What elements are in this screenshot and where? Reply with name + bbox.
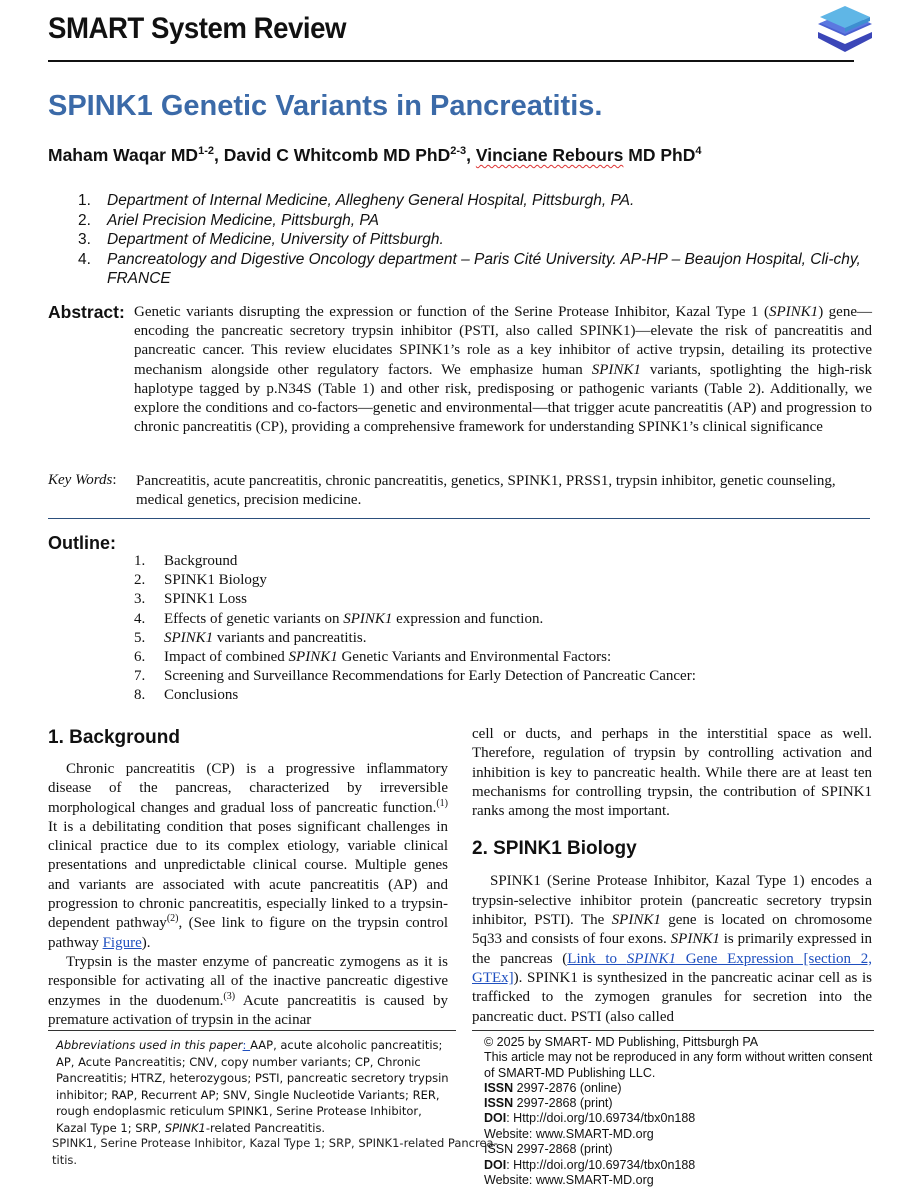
affiliation-item: 4. Pancreatology and Digestive Oncology department – Paris Cité University. AP-HP – Beaujon Hospital, Cli-chy, FRANCE: [78, 250, 861, 287]
author-affil-sup: 4: [695, 145, 702, 158]
abstract-text: Genetic variants disrupting the expression or function of the Serine Protease Inhibitor, Kazal Type 1 (SPINK1) gene—encoding the pancreatic secretory trypsin inhibitor (PSTI, also called SPINK1)—elevate the risk of pancreatitis and pancreatic cancer. This review elucidates SPINK1’s role as a key inhibitor of active trypsin, detailing its protective mechanism alongside other regulatory factors. We emphasize human SPINK1 variants, spotlighting the high-risk haplotype tagged by p.N34S (Table 1) and other risk, predisposing or pathogenic variants (Table 2). Additionally, we explore the conditions and co-factors—genetic and environmental—that trigger acute pancreatitis (AP) and progression to chronic pancreatitis (CP), providing a comprehensive framework for understanding SPINK1’s clinical significance: [134, 304, 872, 436]
section-divider: [48, 518, 870, 519]
left-column: [48, 727, 448, 1030]
outline-item: 5. SPINK1 variants and pancreatitis.: [134, 629, 367, 646]
doi: DOI: Http://doi.org/10.69734/tbx0n188: [484, 1111, 696, 1126]
header-rule: [48, 60, 854, 62]
background-paragraph-continued: cell or ducts, and perhaps in the interstitial space as well. Therefore, regulation of trypsin by controlling activation and inhibition is key to pancreatic health. While there are at least ten mechanisms for controlling trypsin, the contribution of SPINK1 ranks among the most important.: [472, 726, 872, 820]
journal-name: SMART System Review: [48, 12, 347, 45]
gtex-expression-link[interactable]: Link to SPINK1 Gene Expression [section 2, GTEx]: [472, 950, 872, 986]
outline-label: Outline:: [48, 533, 116, 553]
outline-item: 4. Effects of genetic variants on SPINK1 expression and function.: [134, 610, 544, 627]
right-column: [472, 725, 872, 1027]
outline-item: 7. Screening and Surveillance Recommendations for Early Detection of Pancreatic Cancer:: [134, 668, 696, 685]
abbreviations-footnote: Abbreviations used in this paper: AAP, acute alcoholic pancreatitis; AP, Acute Pancreatitis; CNV, copy number variants; CP, Chronic Pancreatitis; HTRZ, heterozygous; PSTI, pancreatic secretory trypsin inhibitor; RAP, Recurrent AP; SNV, Single Nucleotide Variants; RER, rough endoplasmic reticulum SPINK1, Serine Protease Inhibitor, Kazal Type 1; SRP, SPINK1-related Pancreatitis.: [48, 1030, 456, 1143]
biology-paragraph-1: SPINK1 (Serine Protease Inhibitor, Kazal Type 1) encodes a trypsin-selective inhibitor protein (pancreatic secretory trypsin inhibitor, PSTI). The SPINK1 gene is located on chromosome 5q33 and consists of four exons. SPINK1 is primarily expressed in the pancreas (Link to SPINK1 Gene Expression [section 2, GTEx]). SPINK1 is synthesized in the pancreatic acinar cell as is trafficked to the zymogen granules for secretion into the pancreatic duct. PSTI (also called: [472, 873, 872, 1025]
background-paragraph-2: Trypsin is the master enzyme of pancreatic zymogens as it is responsible for activating all of the inactive pancreatic digestive enzymes in the duodenum.$^{(3)}$ Acute pancreatitis is caused by premature activation of trypsin in the acinar: [48, 953, 449, 1028]
author-affil-sup: 2-3: [450, 145, 467, 158]
article-title: SPINK1 Genetic Variants in Pancreatitis.: [48, 90, 603, 122]
abstract-label: Abstract:: [48, 302, 125, 322]
issn-online: ISSN 2997-2876 (online): [484, 1080, 622, 1095]
issn-print: ISSN 2997-2868 (print): [484, 1096, 613, 1111]
outline-item: 8. Conclusions: [134, 687, 239, 704]
copyright-line: © 2025 by SMART- MD Publishing, Pittsburgh PA: [484, 1035, 759, 1049]
author-name: Maham Waqar MD: [48, 145, 199, 165]
author-name: David C Whitcomb MD PhD: [223, 145, 451, 165]
outline-item: 3. SPINK1 Loss: [134, 591, 247, 608]
section-heading-background: 1. Background: [48, 727, 180, 748]
outline-item: 1. Background: [134, 553, 238, 569]
copyright-box: [472, 1030, 874, 1143]
author-name-spellcheck: Vinciane Rebours: [475, 145, 624, 165]
affiliation-item: 3. Department of Medicine, University of Pittsburgh.: [78, 231, 444, 248]
outline-list: [134, 552, 696, 706]
journal-logo-icon: [812, 4, 878, 58]
outline-item: 2. SPINK1 Biology: [134, 572, 267, 589]
author-affil-sup: 1-2: [198, 145, 214, 158]
website: Website: www.SMART-MD.org: [484, 1126, 654, 1141]
background-paragraph-1: Chronic pancreatitis (CP) is a progressive inflammatory disease of the pancreas, characterized by irreversible morphological changes and gradual loss of pancreatic function.$^{(1)}$ It is a debilitating condition that poses significant challenges in clinical practice due to its complex etiology, variable clinical presentations and unpredictable clinical course. Multiple genes and variants are associated with acute pancreatitis (AP) and progression to chronic pancreatitis, especially linked to a trypsin-dependent pathway$^{(2)}$, (See link to figure on the trypsin control pathway Figure).: [48, 761, 448, 951]
abbreviations-footnote-overflow: SPINK1, Serine Protease Inhibitor, Kazal Type 1; SRP, SPINK1-related Pancrea- titis.: [52, 1136, 498, 1167]
abbreviations-link[interactable]: :: [242, 1038, 251, 1052]
author-list: Maham Waqar MD$^{1-2}$, David C Whitcomb MD PhD$^{2-3}$, Vinciane Rebours MD PhD$^4$: [48, 145, 702, 165]
copyright-box-overflow: ISSN 2997-2868 (print) DOI: Http://doi.org/10.69734/tbx0n188 Website: www.SMART-MD.org: [484, 1142, 696, 1188]
keywords-text: Pancreatitis, acute pancreatitis, chronic pancreatitis, genetics, SPINK1, PRSS1, trypsin inhibitor, genetic counseling, medical genetics, precision medicine.: [136, 473, 836, 509]
outline-item: 6. Impact of combined SPINK1 Genetic Variants and Environmental Factors:: [134, 649, 612, 666]
section-heading-biology: 2. SPINK1 Biology: [472, 838, 637, 860]
keywords-label: Key Words:: [48, 472, 117, 488]
affiliation-item: 2. Ariel Precision Medicine, Pittsburgh, PA: [78, 211, 379, 229]
citation-ref: (3): [223, 990, 236, 1002]
copyright-notice: This article may not be reproduced in any form without written consent of SMART-MD Publishing LLC.: [484, 1050, 873, 1080]
citation-ref: (1): [436, 797, 448, 809]
affiliation-list: [78, 191, 873, 289]
citation-ref: (2): [166, 913, 179, 925]
affiliation-item: 1. Department of Internal Medicine, Allegheny General Hospital, Pittsburgh, PA.: [78, 192, 635, 209]
figure-link[interactable]: Figure: [102, 934, 142, 951]
